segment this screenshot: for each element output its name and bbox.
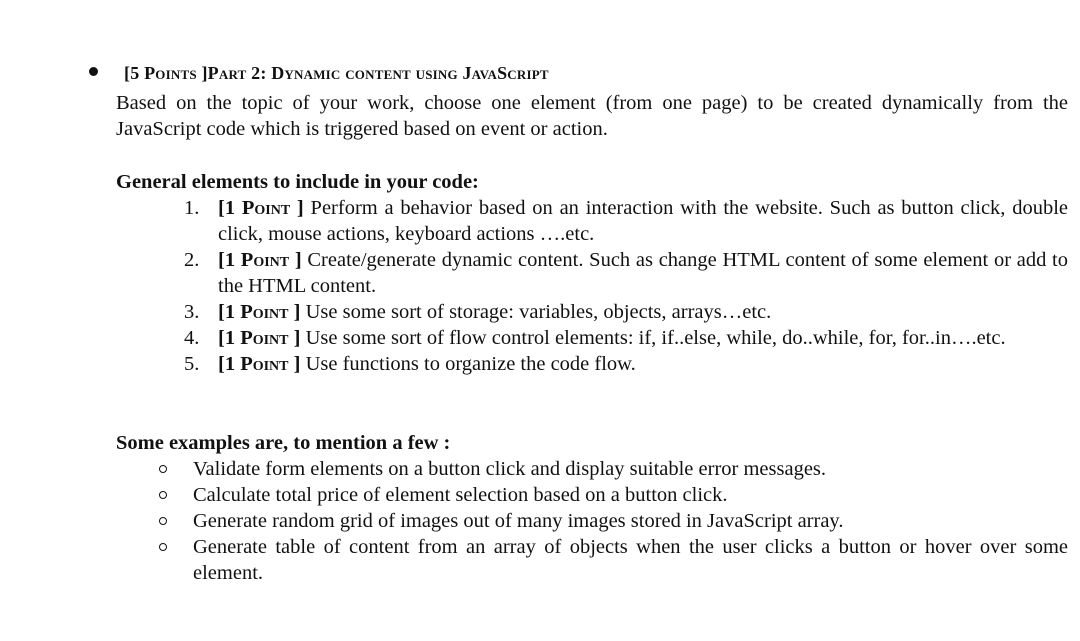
item-points: [1 Point ] bbox=[218, 197, 304, 219]
item-number: 5. bbox=[184, 353, 200, 375]
example-text: Calculate total price of element selection based on a button click. bbox=[193, 484, 728, 506]
bullet-icon bbox=[89, 67, 98, 76]
list-item bbox=[155, 456, 1068, 482]
item-text: Use functions to organize the code flow. bbox=[300, 353, 636, 375]
example-text: Validate form elements on a button click and display suitable error messages. bbox=[193, 458, 827, 480]
item-points: [1 Point ] bbox=[218, 327, 301, 349]
item-points: [1 Point ] bbox=[218, 353, 301, 375]
heading-part-title: Part 2: Dynamic content using JavaScript bbox=[207, 63, 549, 83]
item-number: 1. bbox=[184, 197, 200, 219]
example-text: Generate table of content from an array of objects when the user clicks a button or hover over some element. bbox=[193, 536, 1068, 584]
intro-paragraph: Based on the topic of your work, choose one element (from one page) to be created dynamically from the JavaScript code which is triggered based on event or action. bbox=[116, 92, 1068, 140]
example-text: Generate random grid of images out of many images stored in JavaScript array. bbox=[193, 510, 844, 532]
item-number: 2. bbox=[184, 249, 200, 271]
item-number: 4. bbox=[184, 327, 200, 349]
general-elements-title: General elements to include in your code: bbox=[116, 171, 479, 193]
examples-list bbox=[155, 456, 1068, 586]
list-item bbox=[178, 195, 1068, 247]
item-text: Use some sort of flow control elements: if, if..else, while, do..while, for, for..in….etc. bbox=[300, 327, 1006, 349]
hollow-bullet-icon bbox=[159, 465, 167, 473]
general-elements-list bbox=[178, 195, 1068, 377]
part-heading bbox=[124, 60, 549, 86]
list-item bbox=[155, 482, 1068, 508]
item-number: 3. bbox=[184, 301, 200, 323]
hollow-bullet-icon bbox=[159, 543, 167, 551]
heading-points: [5 Points ] bbox=[124, 63, 208, 83]
list-item bbox=[178, 325, 1068, 351]
item-points: [1 Point ] bbox=[218, 301, 301, 323]
list-item bbox=[155, 508, 1068, 534]
hollow-bullet-icon bbox=[159, 517, 167, 525]
list-item bbox=[178, 247, 1068, 299]
list-item bbox=[155, 534, 1068, 586]
list-item bbox=[178, 351, 1068, 377]
item-text: Perform a behavior based on an interaction with the website. Such as button click, double click, mouse actions, keyboard actions ….etc. bbox=[218, 197, 1068, 245]
item-points: [1 Point ] bbox=[218, 249, 302, 271]
item-text: Create/generate dynamic content. Such as change HTML content of some element or add to the HTML content. bbox=[218, 249, 1068, 297]
hollow-bullet-icon bbox=[159, 491, 167, 499]
examples-title: Some examples are, to mention a few : bbox=[116, 432, 451, 454]
item-text: Use some sort of storage: variables, objects, arrays…etc. bbox=[300, 301, 772, 323]
list-item bbox=[178, 299, 1068, 325]
